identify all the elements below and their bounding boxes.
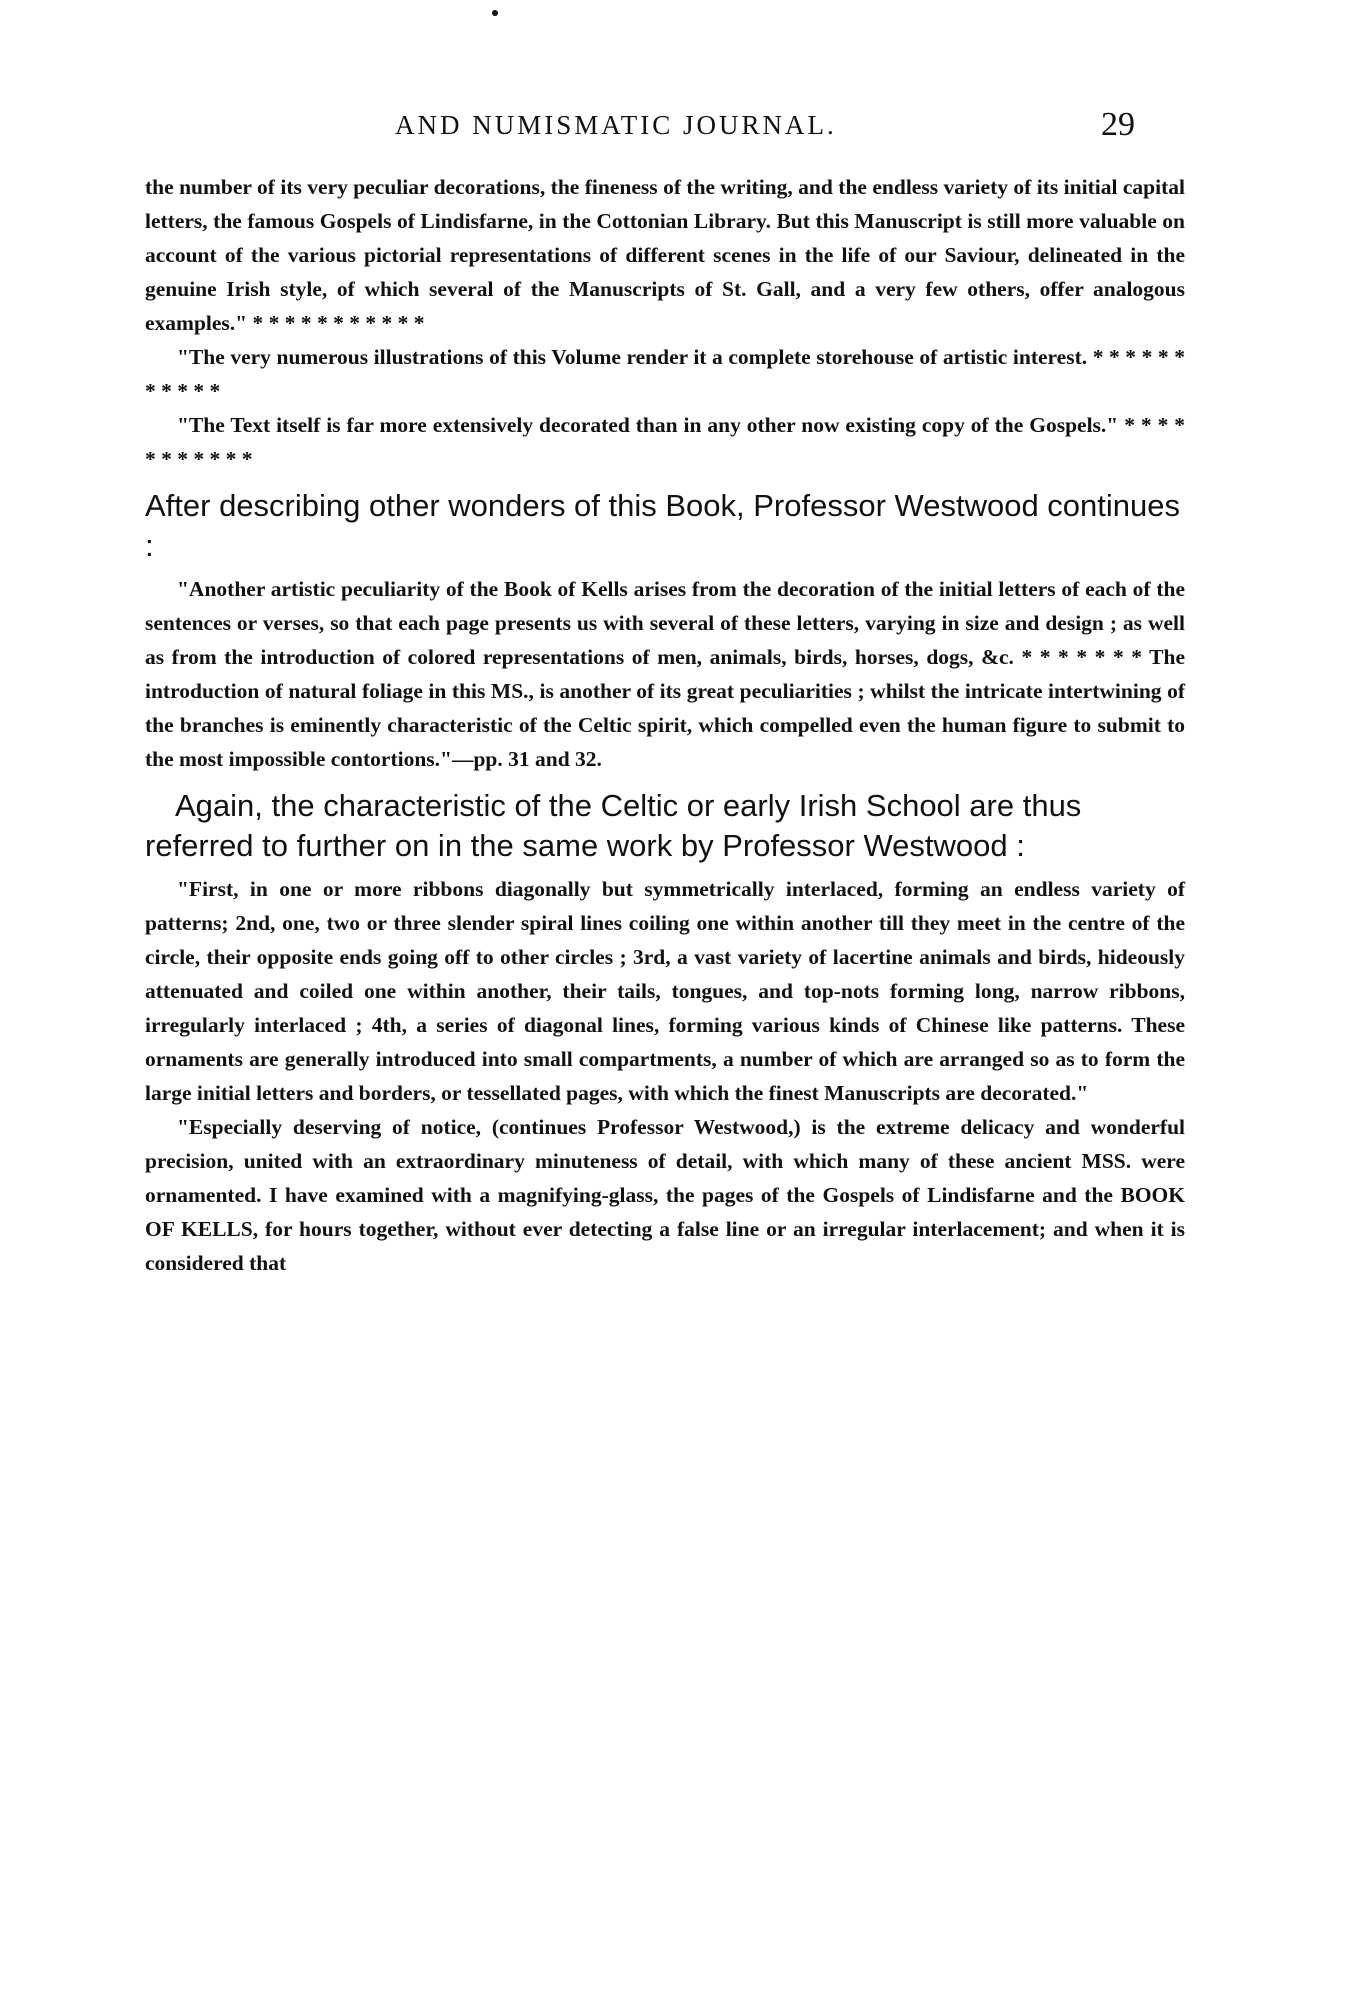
quote-paragraph-5: "First, in one or more ribbons diagonally but symmetrically interlaced, forming an endless variety of patterns; 2nd, one, two or three slender spiral lines coiling one within another till they meet in the centre of the circle, their opposite ends going off to other circles ; 3rd, a vast variety of lacertine animals and birds, hideously attenuated and coiled one within another, their tails, tongues, and top-nots forming long, narrow ribbons, irregularly interlaced ; 4th, a series of diagonal lines, forming various kinds of Chinese like patterns. These ornaments are generally introduced into small compartments, a number of which are arranged so as to form the large initial letters and borders, or tessellated pages, with which the finest Manuscripts are decorated." [145, 877, 1185, 1105]
quote-paragraph-1 [145, 170, 1185, 340]
prose-paragraph-1: After describing other wonders of this Book, Professor Westwood continues : [145, 488, 1181, 563]
ellipsis-dots-2: * * * * * * * * * * * [145, 345, 1185, 403]
quote-4-text-part1: "Another artistic peculiarity of the Book of Kells arises from the decoration of the initial letters of each of the sentences or verses, so that each page presents us with several of these letters, varying in size and design ; as well as from the introduction of colored representations of men, animals, birds, horses, dogs, &c. [145, 577, 1185, 669]
ellipsis-dots-3: * * * * * * * * * * * [145, 413, 1186, 471]
running-head: AND NUMISMATIC JOURNAL. [395, 110, 837, 140]
quote-2-text: "The very numerous illustrations of this Volume render it a complete storehouse of artistic interest. [177, 345, 1088, 369]
quote-3-text: "The Text itself is far more extensively decorated than in any other now existing copy of the Gospels." [177, 413, 1119, 437]
quote-paragraph-4 [145, 572, 1185, 776]
quote-paragraph-3 [145, 408, 1185, 476]
page-number: 29 [1101, 106, 1135, 143]
prose-paragraph-2: Again, the characteristic of the Celtic or early Irish School are thus referred to further on in the same work by Professor Westwood : [145, 788, 1082, 863]
ellipsis-dots-1: * * * * * * * * * * * [252, 311, 425, 335]
inline-ellipsis-dots: * * * * * * * [1021, 645, 1142, 669]
book-page [145, 40, 1185, 1280]
quote-1-text: the number of its very peculiar decorations, the fineness of the writing, and the endless variety of its initial capital letters, the famous Gospels of Lindisfarne, in the Cottonian Library. But this Manuscript is still more valuable on account of the various pictorial representations of different scenes in the life of our Saviour, delineated in the genuine Irish style, of which several of the Manuscripts of St. Gall, and a very few others, offer analogous examples." [145, 175, 1185, 335]
page-header [145, 106, 1185, 170]
quote-4-text-part2: The introduction of natural foliage in this MS., is another of its great peculiarities ; whilst the intricate intertwining of the branches is eminently characteristic of the Celtic spirit, which compelled even the human figure to submit to the most impossible contortions."—pp. 31 and 32. [145, 645, 1186, 771]
quote-paragraph-2 [145, 340, 1185, 408]
top-mark-dot [492, 10, 498, 16]
quote-paragraph-6: "Especially deserving of notice, (continues Professor Westwood,) is the extreme delicacy and wonderful precision, united with an extraordinary minuteness of detail, with which many of these ancient MSS. were ornamented. I have examined with a magnifying-glass, the pages of the Gospels of Lindisfarne and the BOOK OF KELLS, for hours together, without ever detecting a false line or an irregular interlacement; and when it is considered that [145, 1115, 1185, 1275]
